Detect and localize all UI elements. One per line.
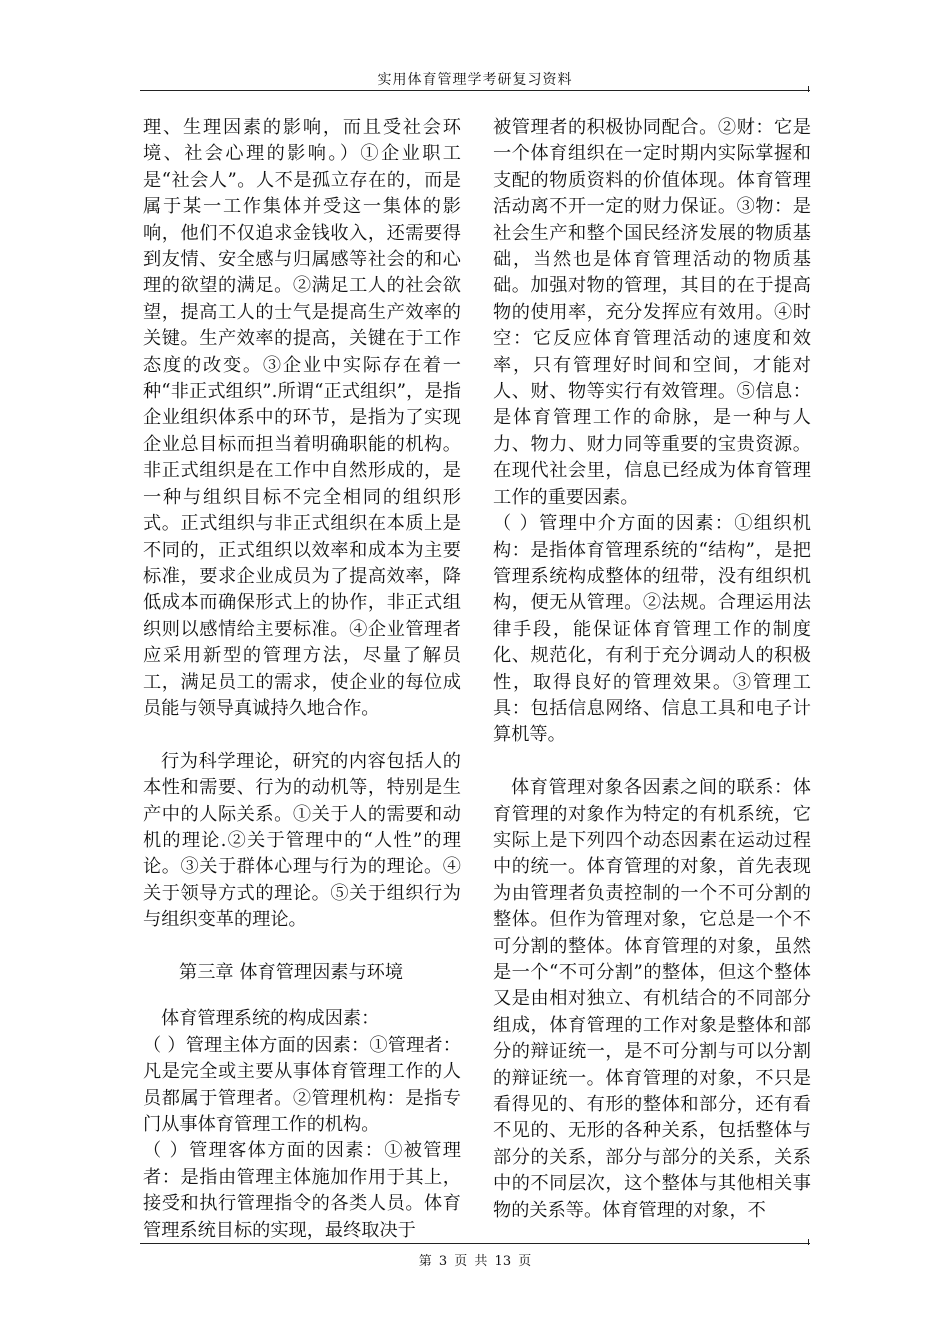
paragraph-gap (143, 722, 461, 748)
paragraph-intermediary: （ ）管理中介方面的因素：①组织机构：是指体育管理系统的“结构”，是把管理系统构成整体的纽带，没有组织机构，便无从管理。②法规。合理运用法律手段，能保证体育管理工作的制度化、规范化，有利于充分调动人的积极性，取得良好的管理效果。③管理工具：包括信息网络、信息工具和电子计算机等。 (493, 513, 811, 746)
paragraph-gap (493, 749, 811, 775)
right-column (493, 115, 811, 1224)
paragraph-management-object: （ ）管理客体方面的因素：①被管理者：是指由管理主体施加作用于其上，接受和执行管理指令的各类人员。体育管理系统目标的实现，最终取决于 (143, 1140, 461, 1241)
footer-rule-tick (808, 1239, 809, 1245)
header-rule (140, 90, 810, 91)
page-number: 第 3 页 共 13 页 (418, 1254, 532, 1269)
paragraph-gap (143, 986, 461, 1006)
left-column (143, 115, 461, 1244)
paragraph-object-relations: 体育管理对象各因素之间的联系：体育管理的对象作为特定的有机系统，它实际上是下列四个动态因素在运动过程中的统一。体育管理的对象，首先表现为由管理者负责控制的一个不可分割的整体。但作为管理对象，它总是一个不可分割的整体。体育管理的对象，虽然是一个“不可分割”的整体，但这个整体又是由相对独立、有机结合的不同部分组成，体育管理的工作对象是整体和部分的辩证统一，是不可分割与可以分割的辩证统一。体育管理的对象，不只是看得见的、有形的整体和部分，还有看不见的、无形的各种关系，包括整体与部分的关系，部分与部分的关系，关系中的不同层次，这个整体与其他相关事物的关系等。体育管理的对象，不 (493, 777, 811, 1221)
paragraph-management-subject: （ ）管理主体方面的因素：①管理者：凡是完全或主要从事体育管理工作的人员都属于管理者。②管理机构：是指专门从事体育管理工作的机构。 (143, 1034, 461, 1135)
paragraph-resources: 被管理者的积极协同配合。②财：它是一个体育组织在一定时期内实际掌握和支配的物质资料的价值体现。体育管理活动离不开一定的财力保证。③物：是社会生产和整个国民经济发展的物质基础，当然也是体育管理活动的物质基础。加强对物的管理，其目的在于提高物的使用率，充分发挥应有效用。④时空：它反应体育管理活动的速度和效率，只有管理好时间和空间，才能对人、财、物等实行有效管理。⑤信息：是体育管理工作的命脉，是一种与人力、物力、财力同等重要的宝贵资源。在现代社会里，信息已经成为体育管理工作的重要因素。 (493, 117, 811, 508)
paragraph-gap (143, 934, 461, 960)
paragraph-social-man: 理、生理因素的影响，而且受社会环境、社会心理的影响。）①企业职工是“社会人”。人不是孤立存在的，而是属于某一工作集体并受这一集体的影响，他们不仅追求金钱收入，还需要得到友情、安全感与归属感等社会的和心理的欲望的满足。②满足工人的社会欲望，提高工人的士气是提高生产效率的关键。生产效率的提高，关键在于工作态度的改变。③企业中实际存在着一种“非正式组织”.所谓“正式组织”，是指企业组织体系中的环节，是指为了实现企业总目标而担当着明确职能的机构。非正式组织是在工作中自然形成的，是一种与组织目标不完全相同的组织形式。正式组织与非正式组织在本质上是不同的，正式组织以效率和成本为主要标准，要求企业成员为了提高效率，降低成本而确保形式上的协作，非正式组织则以感情给主要标准。④企业管理者应采用新型的管理方法，尽量了解员工，满足员工的需求，使企业的每位成员能与领导真诚持久地合作。 (143, 117, 461, 719)
section-heading-components: 体育管理系统的构成因素： (161, 1008, 380, 1030)
header-rule-tick (808, 86, 809, 92)
paragraph-behavioral-science: 行为科学理论，研究的内容包括人的本性和需要、行为的动机等，特别是生产中的人际关系。①关于人的需要和动机的理论.②关于管理中的“人性”的理论。③关于群体心理与行为的理论。④关于领导方式的理论。⑤关于组织行为与组织变革的理论。 (143, 750, 461, 931)
page-header-title: 实用体育管理学考研复习资料 (377, 72, 573, 88)
footer-rule (140, 1243, 810, 1244)
chapter-heading: 第三章 体育管理因素与环境 (179, 961, 404, 983)
